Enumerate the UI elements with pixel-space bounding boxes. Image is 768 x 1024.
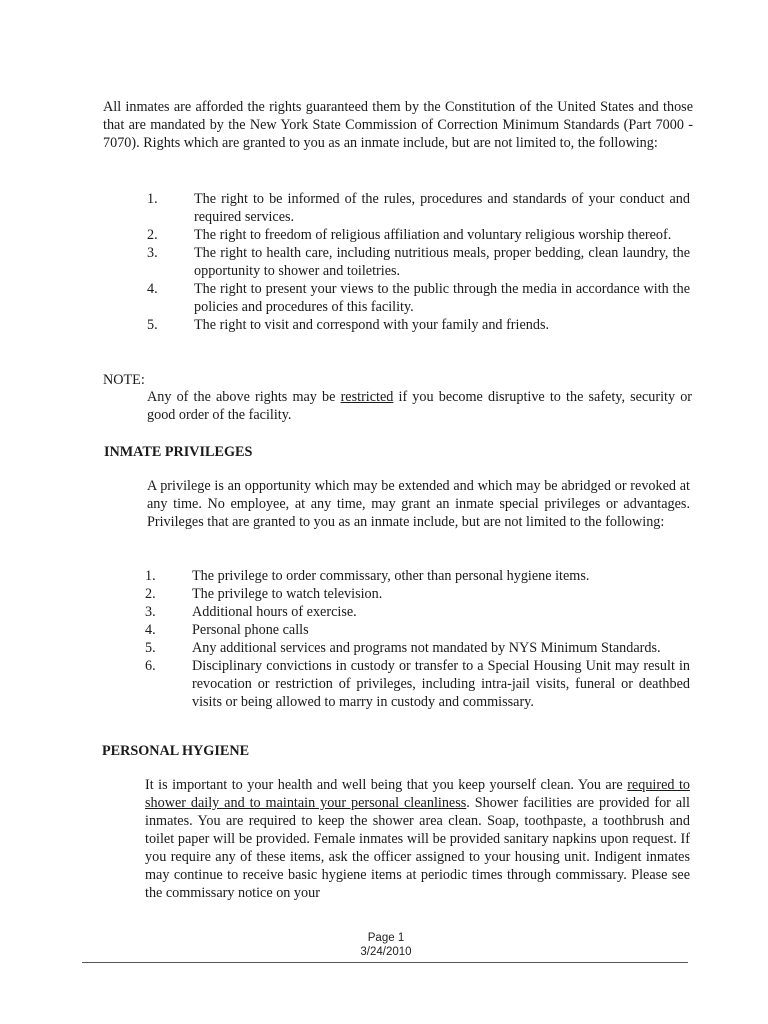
list-number: 2. xyxy=(145,586,156,602)
list-item-text: The privilege to watch television. xyxy=(192,586,383,602)
hygiene-text-end: . Shower facilities are provided for all inmates. You are required to keep the shower area clean. Soap, toothpaste, a toothbrush and toilet paper will be provided. Female inmates will be provided sanitary napkins upon request. If you require any of these items, ask the officer assigned to your housing unit. Indigent inmates may continue to receive basic hygiene items at periodic times through commissary. Please see the commissary notice on your xyxy=(145,795,690,901)
privileges-list-item xyxy=(145,603,690,621)
list-item-text: The right to health care, including nutritious meals, proper bedding, clean laundry, the opportunity to shower and toiletries. xyxy=(194,245,690,279)
hygiene-underlined-text: required to shower daily and to maintain your personal cleanliness xyxy=(145,777,690,811)
list-number: 2. xyxy=(147,227,158,243)
rights-list-item xyxy=(147,280,690,316)
privileges-list-item xyxy=(145,585,690,603)
privileges-list-item xyxy=(145,657,690,711)
privileges-list-item xyxy=(145,621,690,639)
list-number: 4. xyxy=(145,622,156,638)
rights-list-item xyxy=(147,226,690,244)
rights-list xyxy=(147,190,690,334)
privileges-paragraph: A privilege is an opportunity which may be extended and which may be abridged or revoked at any time. No employee, at any time, may grant an inmate special privileges or advantages. Privileges that are granted to you as an inmate include, but are not limited to the following: xyxy=(147,478,690,530)
list-number: 5. xyxy=(147,317,158,333)
rights-list-item xyxy=(147,316,690,334)
list-item-text: The privilege to order commissary, other than personal hygiene items. xyxy=(192,568,590,584)
rights-list-item xyxy=(147,190,690,226)
list-number: 6. xyxy=(145,658,156,674)
list-item-text: The right to be informed of the rules, procedures and standards of your conduct and required services. xyxy=(194,191,690,225)
list-item-text: The right to freedom of religious affiliation and voluntary religious worship thereof. xyxy=(194,227,672,243)
hygiene-text-start: It is important to your health and well being that you keep yourself clean. You are xyxy=(145,777,628,793)
footer-date: 3/24/2010 xyxy=(360,946,412,958)
list-number: 3. xyxy=(147,245,158,261)
note-underlined-word: restricted xyxy=(340,389,394,405)
note-text-start: Any of the above rights may be xyxy=(147,389,341,405)
footer-page-number: Page 1 xyxy=(367,932,405,944)
list-item-text: The right to visit and correspond with your family and friends. xyxy=(194,317,550,333)
privileges-list-item xyxy=(145,567,690,585)
hygiene-paragraph xyxy=(145,776,690,902)
inmate-privileges-heading: INMATE PRIVILEGES xyxy=(104,444,253,460)
list-number: 4. xyxy=(147,281,158,297)
rights-list-item xyxy=(147,244,690,280)
personal-hygiene-heading: PERSONAL HYGIENE xyxy=(102,743,250,759)
note-label: NOTE: xyxy=(103,372,145,388)
intro-paragraph: All inmates are afforded the rights guaranteed them by the Constitution of the United States and those that are mandated by the New York State Commission of Correction Minimum Standards (Part 7000 - 7070). Rights which are granted to you as an inmate include, but are not limited to, the following: xyxy=(103,99,693,151)
list-item-text: Disciplinary convictions in custody or transfer to a Special Housing Unit may result in revocation or restriction of privileges, including intra-jail visits, funeral or deathbed visits or being allowed to marry in custody and commissary. xyxy=(192,658,690,710)
list-item-text: Personal phone calls xyxy=(192,622,309,638)
privileges-list-item xyxy=(145,639,690,657)
note-text-end: if you become disruptive to the safety, security or good order of the facility. xyxy=(147,389,693,423)
footer-rule xyxy=(82,962,688,963)
list-number: 1. xyxy=(145,568,156,584)
list-item-text: Additional hours of exercise. xyxy=(192,604,357,620)
list-number: 5. xyxy=(145,640,156,656)
note-text xyxy=(147,388,692,424)
privileges-list xyxy=(145,567,690,711)
list-item-text: The right to present your views to the public through the media in accordance with the policies and procedures of this facility. xyxy=(194,281,690,315)
list-item-text: Any additional services and programs not mandated by NYS Minimum Standards. xyxy=(192,640,661,656)
list-number: 3. xyxy=(145,604,156,620)
list-number: 1. xyxy=(147,191,158,207)
